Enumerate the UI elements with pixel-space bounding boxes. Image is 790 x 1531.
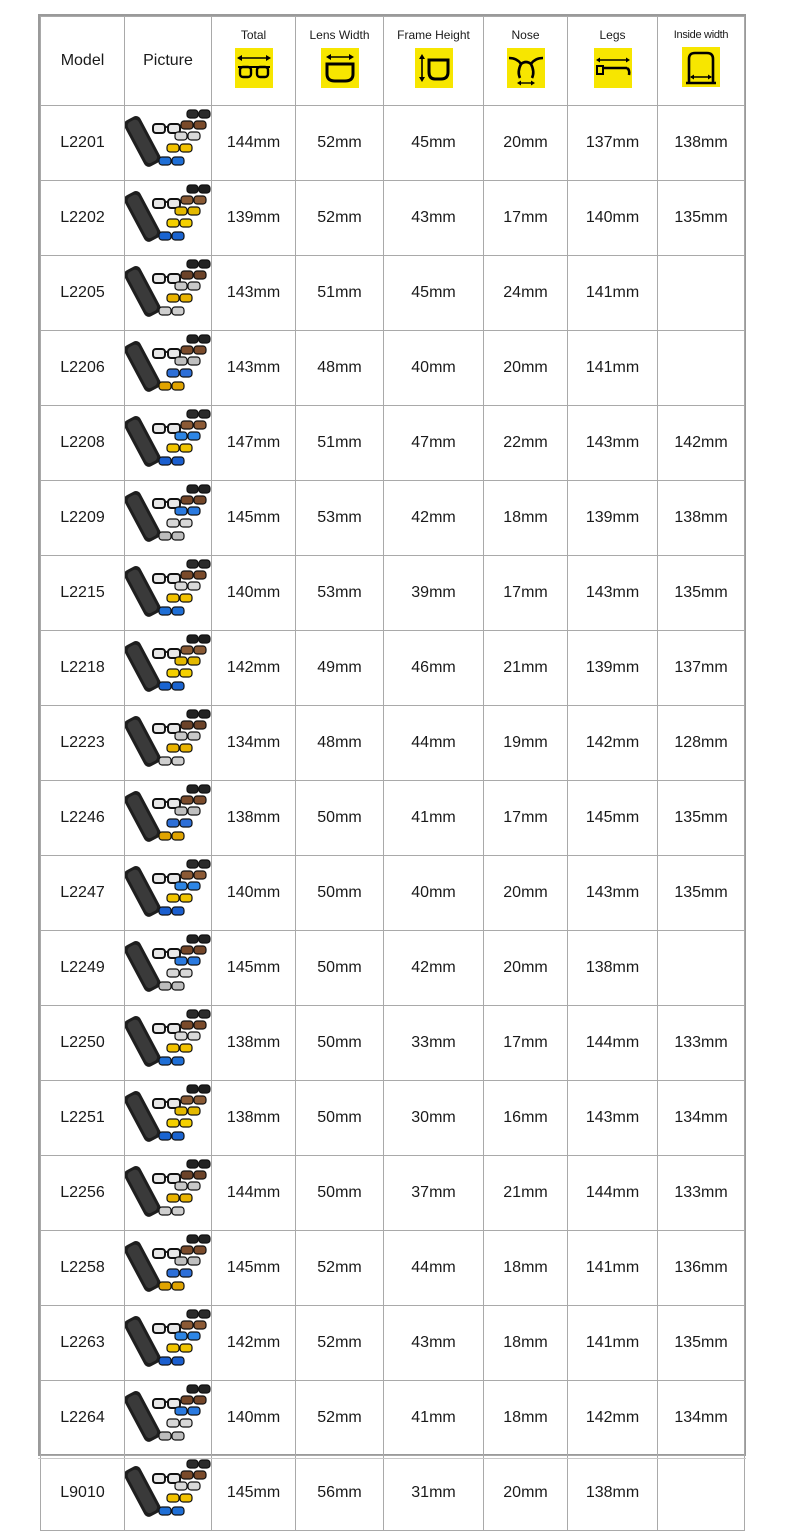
legs-cell: 145mm bbox=[568, 781, 658, 856]
lens-width-cell: 53mm bbox=[296, 556, 384, 631]
picture-cell bbox=[125, 631, 212, 706]
legs-cell: 138mm bbox=[568, 931, 658, 1006]
legs-cell: 142mm bbox=[568, 706, 658, 781]
header-nose-label: Nose bbox=[511, 28, 540, 42]
model-cell: L2246 bbox=[41, 781, 125, 856]
table-row bbox=[41, 1006, 745, 1081]
legs-cell: 143mm bbox=[568, 406, 658, 481]
legs-cell: 143mm bbox=[568, 856, 658, 931]
frame-height-cell: 42mm bbox=[384, 481, 484, 556]
table-row bbox=[41, 1456, 745, 1531]
total-cell: 144mm bbox=[212, 106, 296, 181]
legs-cell: 141mm bbox=[568, 331, 658, 406]
inside-width-cell bbox=[658, 1456, 745, 1531]
frame-height-cell: 41mm bbox=[384, 781, 484, 856]
table-row bbox=[41, 1081, 745, 1156]
picture-cell bbox=[125, 331, 212, 406]
total-cell: 138mm bbox=[212, 781, 296, 856]
frame-height-cell: 31mm bbox=[384, 1456, 484, 1531]
total-cell: 134mm bbox=[212, 706, 296, 781]
nose-bridge-icon bbox=[507, 48, 545, 88]
lens-width-cell: 50mm bbox=[296, 856, 384, 931]
sunglasses-set-icon bbox=[125, 933, 212, 1003]
inside-width-cell: 133mm bbox=[658, 1156, 745, 1231]
sunglasses-set-icon bbox=[125, 183, 212, 253]
picture-cell bbox=[125, 1306, 212, 1381]
frame-height-icon bbox=[415, 48, 453, 88]
header-frame-height bbox=[384, 17, 484, 106]
nose-cell: 16mm bbox=[484, 1081, 568, 1156]
total-cell: 142mm bbox=[212, 631, 296, 706]
nose-cell: 17mm bbox=[484, 556, 568, 631]
header-lens-width bbox=[296, 17, 384, 106]
frame-height-cell: 40mm bbox=[384, 331, 484, 406]
picture-cell bbox=[125, 481, 212, 556]
inside-width-cell: 135mm bbox=[658, 1306, 745, 1381]
lens-width-cell: 50mm bbox=[296, 781, 384, 856]
nose-cell: 18mm bbox=[484, 1306, 568, 1381]
frame-height-cell: 43mm bbox=[384, 1306, 484, 1381]
sunglasses-set-icon bbox=[125, 558, 212, 628]
total-cell: 140mm bbox=[212, 556, 296, 631]
inside-width-cell: 136mm bbox=[658, 1231, 745, 1306]
sunglasses-set-icon bbox=[125, 858, 212, 928]
table-row bbox=[41, 781, 745, 856]
legs-cell: 141mm bbox=[568, 256, 658, 331]
table-row bbox=[41, 1381, 745, 1456]
lens-width-icon bbox=[321, 48, 359, 88]
sunglasses-set-icon bbox=[125, 1383, 212, 1453]
legs-cell: 141mm bbox=[568, 1306, 658, 1381]
sunglasses-set-icon bbox=[125, 633, 212, 703]
lens-width-cell: 52mm bbox=[296, 181, 384, 256]
picture-cell bbox=[125, 1156, 212, 1231]
model-cell: L2205 bbox=[41, 256, 125, 331]
legs-cell: 143mm bbox=[568, 1081, 658, 1156]
header-inside-width bbox=[658, 17, 745, 106]
table-row bbox=[41, 331, 745, 406]
table-row bbox=[41, 256, 745, 331]
nose-cell: 22mm bbox=[484, 406, 568, 481]
nose-cell: 19mm bbox=[484, 706, 568, 781]
picture-cell bbox=[125, 781, 212, 856]
nose-cell: 20mm bbox=[484, 331, 568, 406]
sunglasses-set-icon bbox=[125, 1008, 212, 1078]
lens-width-cell: 50mm bbox=[296, 1006, 384, 1081]
nose-cell: 20mm bbox=[484, 106, 568, 181]
nose-cell: 21mm bbox=[484, 1156, 568, 1231]
table-row bbox=[41, 556, 745, 631]
total-cell: 145mm bbox=[212, 481, 296, 556]
legs-cell: 138mm bbox=[568, 1456, 658, 1531]
nose-cell: 20mm bbox=[484, 931, 568, 1006]
frame-height-cell: 44mm bbox=[384, 706, 484, 781]
frame-height-cell: 44mm bbox=[384, 1231, 484, 1306]
legs-cell: 143mm bbox=[568, 556, 658, 631]
size-chart-table-frame bbox=[38, 14, 746, 1501]
total-cell: 145mm bbox=[212, 1231, 296, 1306]
frame-height-cell: 41mm bbox=[384, 1381, 484, 1456]
inside-width-icon bbox=[682, 47, 720, 87]
model-cell: L2249 bbox=[41, 931, 125, 1006]
table-row bbox=[41, 406, 745, 481]
picture-cell bbox=[125, 181, 212, 256]
lens-width-cell: 50mm bbox=[296, 1081, 384, 1156]
model-cell: L2208 bbox=[41, 406, 125, 481]
total-cell: 145mm bbox=[212, 1456, 296, 1531]
inside-width-cell bbox=[658, 331, 745, 406]
frame-height-cell: 42mm bbox=[384, 931, 484, 1006]
lens-width-cell: 53mm bbox=[296, 481, 384, 556]
lens-width-cell: 56mm bbox=[296, 1456, 384, 1531]
sunglasses-set-icon bbox=[125, 108, 212, 178]
inside-width-cell: 142mm bbox=[658, 406, 745, 481]
inside-width-cell: 134mm bbox=[658, 1381, 745, 1456]
sunglasses-set-icon bbox=[125, 1158, 212, 1228]
inside-width-cell: 138mm bbox=[658, 106, 745, 181]
total-cell: 143mm bbox=[212, 331, 296, 406]
nose-cell: 17mm bbox=[484, 1006, 568, 1081]
table-row bbox=[41, 1231, 745, 1306]
model-cell: L2256 bbox=[41, 1156, 125, 1231]
nose-cell: 20mm bbox=[484, 856, 568, 931]
lens-width-cell: 52mm bbox=[296, 1381, 384, 1456]
sunglasses-set-icon bbox=[125, 333, 212, 403]
inside-width-cell: 128mm bbox=[658, 706, 745, 781]
legs-cell: 144mm bbox=[568, 1156, 658, 1231]
lens-width-cell: 51mm bbox=[296, 406, 384, 481]
lens-width-cell: 50mm bbox=[296, 1156, 384, 1231]
legs-cell: 140mm bbox=[568, 181, 658, 256]
table-row bbox=[41, 706, 745, 781]
picture-cell bbox=[125, 1006, 212, 1081]
model-cell: L2247 bbox=[41, 856, 125, 931]
bottom-divider bbox=[38, 1458, 746, 1459]
nose-cell: 18mm bbox=[484, 481, 568, 556]
picture-cell bbox=[125, 106, 212, 181]
header-legs bbox=[568, 17, 658, 106]
model-cell: L2251 bbox=[41, 1081, 125, 1156]
table-row bbox=[41, 481, 745, 556]
frame-height-cell: 46mm bbox=[384, 631, 484, 706]
total-cell: 143mm bbox=[212, 256, 296, 331]
inside-width-cell: 138mm bbox=[658, 481, 745, 556]
total-cell: 142mm bbox=[212, 1306, 296, 1381]
total-cell: 144mm bbox=[212, 1156, 296, 1231]
model-cell: L2223 bbox=[41, 706, 125, 781]
sunglasses-set-icon bbox=[125, 783, 212, 853]
lens-width-cell: 49mm bbox=[296, 631, 384, 706]
header-model: Model bbox=[41, 17, 125, 106]
picture-cell bbox=[125, 1231, 212, 1306]
table-row bbox=[41, 931, 745, 1006]
glasses-total-width-icon bbox=[235, 48, 273, 88]
total-cell: 139mm bbox=[212, 181, 296, 256]
frame-height-cell: 33mm bbox=[384, 1006, 484, 1081]
nose-cell: 20mm bbox=[484, 1456, 568, 1531]
nose-cell: 17mm bbox=[484, 781, 568, 856]
picture-cell bbox=[125, 256, 212, 331]
model-cell: L2202 bbox=[41, 181, 125, 256]
model-cell: L2258 bbox=[41, 1231, 125, 1306]
header-inside-width-label: Inside width bbox=[673, 29, 729, 41]
total-cell: 138mm bbox=[212, 1081, 296, 1156]
legs-cell: 144mm bbox=[568, 1006, 658, 1081]
inside-width-cell: 135mm bbox=[658, 181, 745, 256]
table-row bbox=[41, 1306, 745, 1381]
model-cell: L2264 bbox=[41, 1381, 125, 1456]
picture-cell bbox=[125, 1456, 212, 1531]
total-cell: 140mm bbox=[212, 856, 296, 931]
picture-cell bbox=[125, 931, 212, 1006]
inside-width-cell: 134mm bbox=[658, 1081, 745, 1156]
table-row bbox=[41, 106, 745, 181]
picture-cell bbox=[125, 706, 212, 781]
nose-cell: 21mm bbox=[484, 631, 568, 706]
frame-height-cell: 45mm bbox=[384, 106, 484, 181]
lens-width-cell: 48mm bbox=[296, 706, 384, 781]
sunglasses-set-icon bbox=[125, 408, 212, 478]
inside-width-cell bbox=[658, 931, 745, 1006]
header-total bbox=[212, 17, 296, 106]
sunglasses-set-icon bbox=[125, 1233, 212, 1303]
model-cell: L2215 bbox=[41, 556, 125, 631]
total-cell: 138mm bbox=[212, 1006, 296, 1081]
legs-cell: 139mm bbox=[568, 481, 658, 556]
total-cell: 145mm bbox=[212, 931, 296, 1006]
lens-width-cell: 52mm bbox=[296, 106, 384, 181]
frame-height-cell: 39mm bbox=[384, 556, 484, 631]
picture-cell bbox=[125, 856, 212, 931]
picture-cell bbox=[125, 1081, 212, 1156]
table-row bbox=[41, 856, 745, 931]
model-cell: L2206 bbox=[41, 331, 125, 406]
header-total-label: Total bbox=[240, 28, 267, 42]
model-cell: L9010 bbox=[41, 1456, 125, 1531]
frame-height-cell: 43mm bbox=[384, 181, 484, 256]
header-lens-width-label: Lens Width bbox=[309, 28, 370, 42]
lens-width-cell: 51mm bbox=[296, 256, 384, 331]
header-nose bbox=[484, 17, 568, 106]
picture-cell bbox=[125, 406, 212, 481]
sunglasses-set-icon bbox=[125, 483, 212, 553]
temple-length-icon bbox=[594, 48, 632, 88]
sunglasses-set-icon bbox=[125, 708, 212, 778]
picture-cell bbox=[125, 556, 212, 631]
header-frame-height-label: Frame Height bbox=[397, 28, 470, 42]
legs-cell: 137mm bbox=[568, 106, 658, 181]
sunglasses-set-icon bbox=[125, 1308, 212, 1378]
legs-cell: 141mm bbox=[568, 1231, 658, 1306]
inside-width-cell: 137mm bbox=[658, 631, 745, 706]
inside-width-cell bbox=[658, 256, 745, 331]
frame-height-cell: 45mm bbox=[384, 256, 484, 331]
frame-height-cell: 40mm bbox=[384, 856, 484, 931]
frame-height-cell: 30mm bbox=[384, 1081, 484, 1156]
table-header-row bbox=[41, 17, 745, 106]
inside-width-cell: 135mm bbox=[658, 856, 745, 931]
nose-cell: 17mm bbox=[484, 181, 568, 256]
inside-width-cell: 135mm bbox=[658, 781, 745, 856]
nose-cell: 24mm bbox=[484, 256, 568, 331]
lens-width-cell: 50mm bbox=[296, 931, 384, 1006]
nose-cell: 18mm bbox=[484, 1381, 568, 1456]
lens-width-cell: 52mm bbox=[296, 1306, 384, 1381]
nose-cell: 18mm bbox=[484, 1231, 568, 1306]
header-legs-label: Legs bbox=[599, 28, 626, 42]
frame-height-cell: 37mm bbox=[384, 1156, 484, 1231]
model-cell: L2218 bbox=[41, 631, 125, 706]
table-row bbox=[41, 181, 745, 256]
size-chart-table bbox=[40, 16, 745, 1531]
lens-width-cell: 52mm bbox=[296, 1231, 384, 1306]
sunglasses-set-icon bbox=[125, 1458, 212, 1528]
legs-cell: 142mm bbox=[568, 1381, 658, 1456]
total-cell: 140mm bbox=[212, 1381, 296, 1456]
inside-width-cell: 133mm bbox=[658, 1006, 745, 1081]
lens-width-cell: 48mm bbox=[296, 331, 384, 406]
model-cell: L2250 bbox=[41, 1006, 125, 1081]
model-cell: L2263 bbox=[41, 1306, 125, 1381]
model-cell: L2201 bbox=[41, 106, 125, 181]
inside-width-cell: 135mm bbox=[658, 556, 745, 631]
model-cell: L2209 bbox=[41, 481, 125, 556]
picture-cell bbox=[125, 1381, 212, 1456]
total-cell: 147mm bbox=[212, 406, 296, 481]
sunglasses-set-icon bbox=[125, 258, 212, 328]
sunglasses-set-icon bbox=[125, 1083, 212, 1153]
frame-height-cell: 47mm bbox=[384, 406, 484, 481]
legs-cell: 139mm bbox=[568, 631, 658, 706]
table-row bbox=[41, 631, 745, 706]
header-picture: Picture bbox=[125, 17, 212, 106]
table-row bbox=[41, 1156, 745, 1231]
